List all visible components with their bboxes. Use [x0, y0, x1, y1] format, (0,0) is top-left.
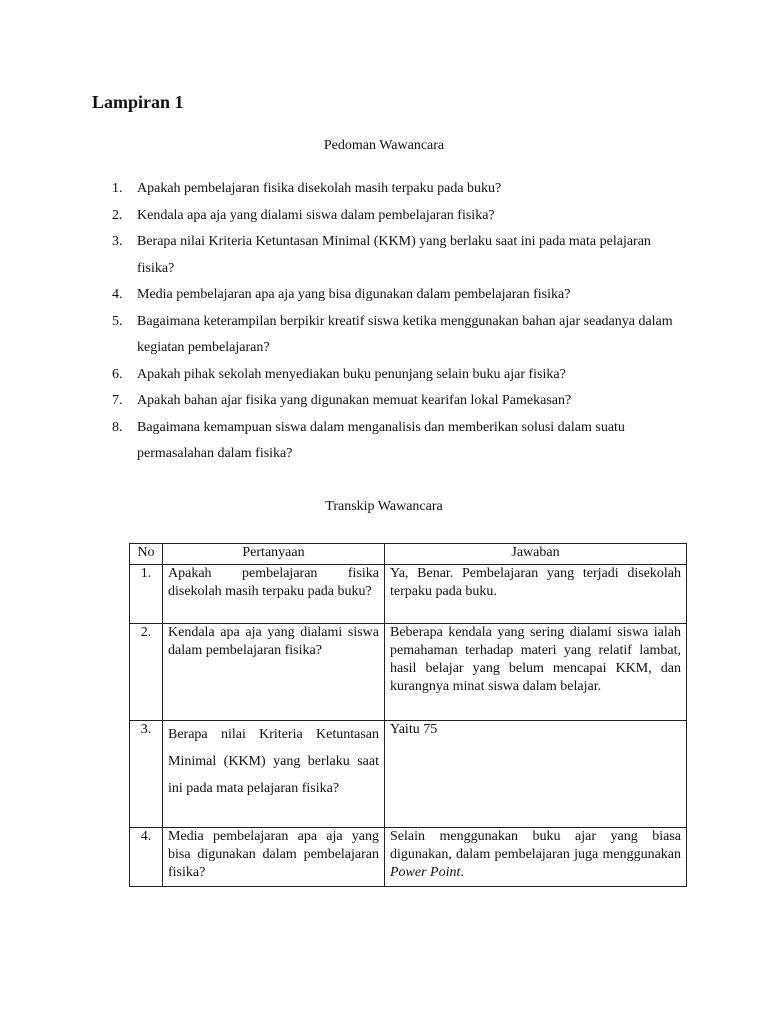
- list-item: [112, 282, 682, 309]
- table-row: [130, 721, 687, 828]
- list-item: [112, 176, 682, 203]
- list-item: [112, 229, 682, 282]
- interview-questions-list: [112, 176, 682, 468]
- cell-no: 4.: [130, 828, 163, 887]
- cell-answer: [385, 828, 687, 887]
- question-number: 1.: [112, 181, 123, 196]
- cell-answer: Beberapa kendala yang sering dialami siswa ialah pemahaman terhadap materi yang relatif lambat, hasil belajar yang belum mencapai KKM, dan kurangnya minat siswa dalam belajar.: [385, 624, 687, 721]
- question-text: Bagaimana kemampuan siswa dalam menganalisis dan memberikan solusi dalam suatu permasalahan dalam fisika?: [137, 419, 625, 461]
- header-answer: Jawaban: [385, 544, 687, 565]
- cell-no: 2.: [130, 624, 163, 721]
- question-number: 7.: [112, 393, 123, 408]
- cell-no: 1.: [130, 565, 163, 624]
- appendix-heading: Lampiran 1: [92, 92, 184, 112]
- cell-question: Apakah pembelajaran fisika disekolah masih terpaku pada buku?: [163, 565, 385, 624]
- table-row: [130, 624, 687, 721]
- question-number: 4.: [112, 287, 123, 302]
- transcript-table: [129, 543, 687, 887]
- question-number: 2.: [112, 207, 123, 223]
- interview-guide-title: Pedoman Wawancara: [323, 138, 445, 153]
- header-no: No: [130, 544, 163, 565]
- answer-italic-term: Power Point: [390, 865, 461, 880]
- cell-answer: Yaitu 75: [385, 721, 687, 828]
- question-text: Bagaimana keterampilan berpikir kreatif siswa ketika menggunakan bahan ajar seadanya dalam kegiatan pembelajaran?: [137, 313, 673, 355]
- table-header-row: [130, 544, 687, 565]
- list-item: [112, 309, 682, 362]
- list-item: [112, 203, 682, 230]
- cell-question: Berapa nilai Kriteria Ketuntasan Minimal (KKM) yang berlaku saat ini pada mata pelajaran fisika?: [163, 721, 385, 828]
- question-text: Kendala apa aja yang dialami siswa dalam pembelajaran fisika?: [137, 207, 495, 223]
- cell-answer: Ya, Benar. Pembelajaran yang terjadi disekolah terpaku pada buku.: [385, 565, 687, 624]
- question-number: 8.: [112, 419, 123, 435]
- cell-question: Kendala apa aja yang dialami siswa dalam pembelajaran fisika?: [163, 624, 385, 721]
- answer-suffix: .: [460, 865, 464, 880]
- question-number: 5.: [112, 313, 123, 329]
- answer-text: Selain menggunakan buku ajar yang biasa digunakan, dalam pembelajaran juga menggunakan: [390, 829, 681, 862]
- cell-no: 3.: [130, 721, 163, 828]
- question-number: 3.: [112, 234, 123, 249]
- cell-question: Media pembelajaran apa aja yang bisa digunakan dalam pembelajaran fisika?: [163, 828, 385, 887]
- question-text: Media pembelajaran apa aja yang bisa digunakan dalam pembelajaran fisika?: [137, 287, 571, 302]
- table-row: [130, 828, 687, 887]
- question-text: Berapa nilai Kriteria Ketuntasan Minimal (KKM) yang berlaku saat ini pada mata pelajaran fisika?: [137, 234, 651, 276]
- question-text: Apakah pembelajaran fisika disekolah masih terpaku pada buku?: [137, 181, 502, 196]
- list-item: [112, 362, 682, 389]
- list-item: [112, 388, 682, 415]
- list-item: [112, 415, 682, 468]
- interview-transcript-title: Transkip Wawancara: [325, 499, 443, 514]
- question-number: 6.: [112, 366, 123, 382]
- header-question: Pertanyaan: [163, 544, 385, 565]
- question-text: Apakah pihak sekolah menyediakan buku penunjang selain buku ajar fisika?: [137, 366, 566, 382]
- question-text: Apakah bahan ajar fisika yang digunakan memuat kearifan lokal Pamekasan?: [137, 393, 572, 408]
- table-row: [130, 565, 687, 624]
